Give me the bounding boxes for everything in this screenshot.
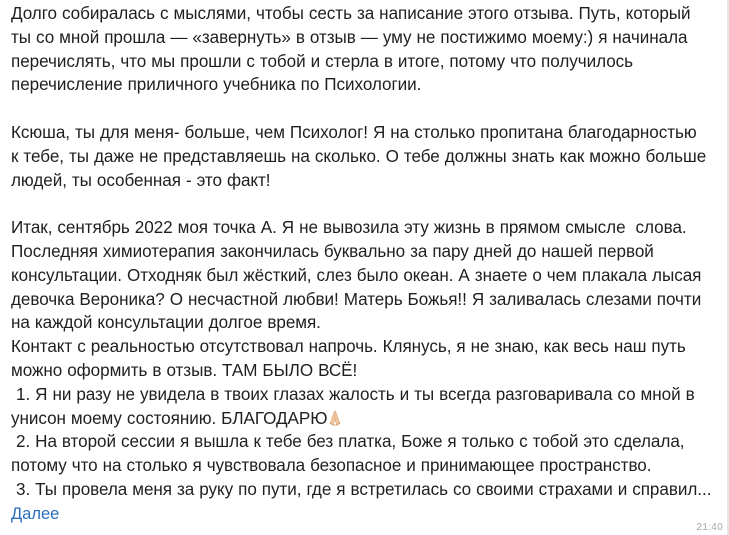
message-line xyxy=(11,288,723,312)
message-line-text: перечисление приличного учебника по Психологии. xyxy=(11,75,422,95)
message-text xyxy=(11,2,723,502)
message-line xyxy=(11,430,723,454)
message-line-text: потому что на столько я чувствовала безопасное и принимающее пространство. xyxy=(11,456,652,476)
message-line-text: к тебе, ты даже не представляешь на сколько. О тебе должны знать как можно больше xyxy=(11,146,707,166)
message-line xyxy=(11,478,723,502)
message-line-text: 1. Я ни разу не увидела в твоих глазах жалость и ты всегда разговаривала со мной в xyxy=(11,384,695,404)
message-line-text: девочка Вероника? О несчастной любви! Матерь Божья!! Я заливалась слезами почти xyxy=(11,289,702,309)
message-line-text: 3. Ты провела меня за руку по пути, где я встретилась со своими страхами и справил... xyxy=(11,479,712,499)
blank-line xyxy=(11,192,723,216)
message-line xyxy=(11,2,723,26)
message-line-text: Ксюша, ты для меня- больше, чем Психолог! Я на столько пропитана благодарностью xyxy=(11,122,697,142)
message-line xyxy=(11,359,723,383)
message-line xyxy=(11,335,723,359)
message-line-text: на каждой консультации долгое время. xyxy=(11,313,321,333)
read-more-link[interactable]: Далее xyxy=(11,505,60,523)
message-line-text: ты со мной прошла — «завернуть» в отзыв — уму не постижимо моему:) я начинала xyxy=(11,27,688,47)
message-line-text: Контакт с реальностью отсутствовал напрочь. Клянусь, я не знаю, как весь наш путь xyxy=(11,337,686,357)
folded-hands-icon xyxy=(328,410,342,426)
message-line-text: можно оформить в отзыв. ТАМ БЫЛО ВСЁ! xyxy=(11,360,358,380)
message-line xyxy=(11,264,723,288)
message-line-text: Долго собиралась с мыслями, чтобы сесть за написание этого отзыва. Путь, который xyxy=(11,4,691,23)
message-line-text: консультации. Отходняк был жёсткий, слез было океан. А знаете о чем плакала лысая xyxy=(11,265,702,285)
message-line xyxy=(11,169,723,193)
message-line xyxy=(11,216,723,240)
message-line-text: людей, ты особенная - это факт! xyxy=(11,170,271,190)
message-line xyxy=(11,311,723,335)
blank-line xyxy=(11,97,723,121)
message-timestamp: 21:40 xyxy=(696,522,723,533)
message-line-text: унисон моему состоянию. БЛАГОДАРЮ xyxy=(11,408,328,428)
message-line xyxy=(11,50,723,74)
message-line xyxy=(11,407,723,431)
message-line xyxy=(11,26,723,50)
message-line xyxy=(11,145,723,169)
message-line xyxy=(11,240,723,264)
message-line xyxy=(11,454,723,478)
message-line xyxy=(11,121,723,145)
message-line xyxy=(11,73,723,97)
message-line-text: Последняя химиотерапия закончилась буквально за пару дней до нашей первой xyxy=(11,241,654,261)
message-line-text: Итак, сентябрь 2022 моя точка А. Я не вывозила эту жизнь в прямом смысле слова. xyxy=(11,218,687,238)
message-line-text: 2. На второй сессии я вышла к тебе без платка, Боже я только с тобой это сделала, xyxy=(11,432,685,452)
message-line-text: перечислять, что мы прошли с тобой и стерла в итоге, потому что получилось xyxy=(11,51,634,71)
message-line xyxy=(11,383,723,407)
